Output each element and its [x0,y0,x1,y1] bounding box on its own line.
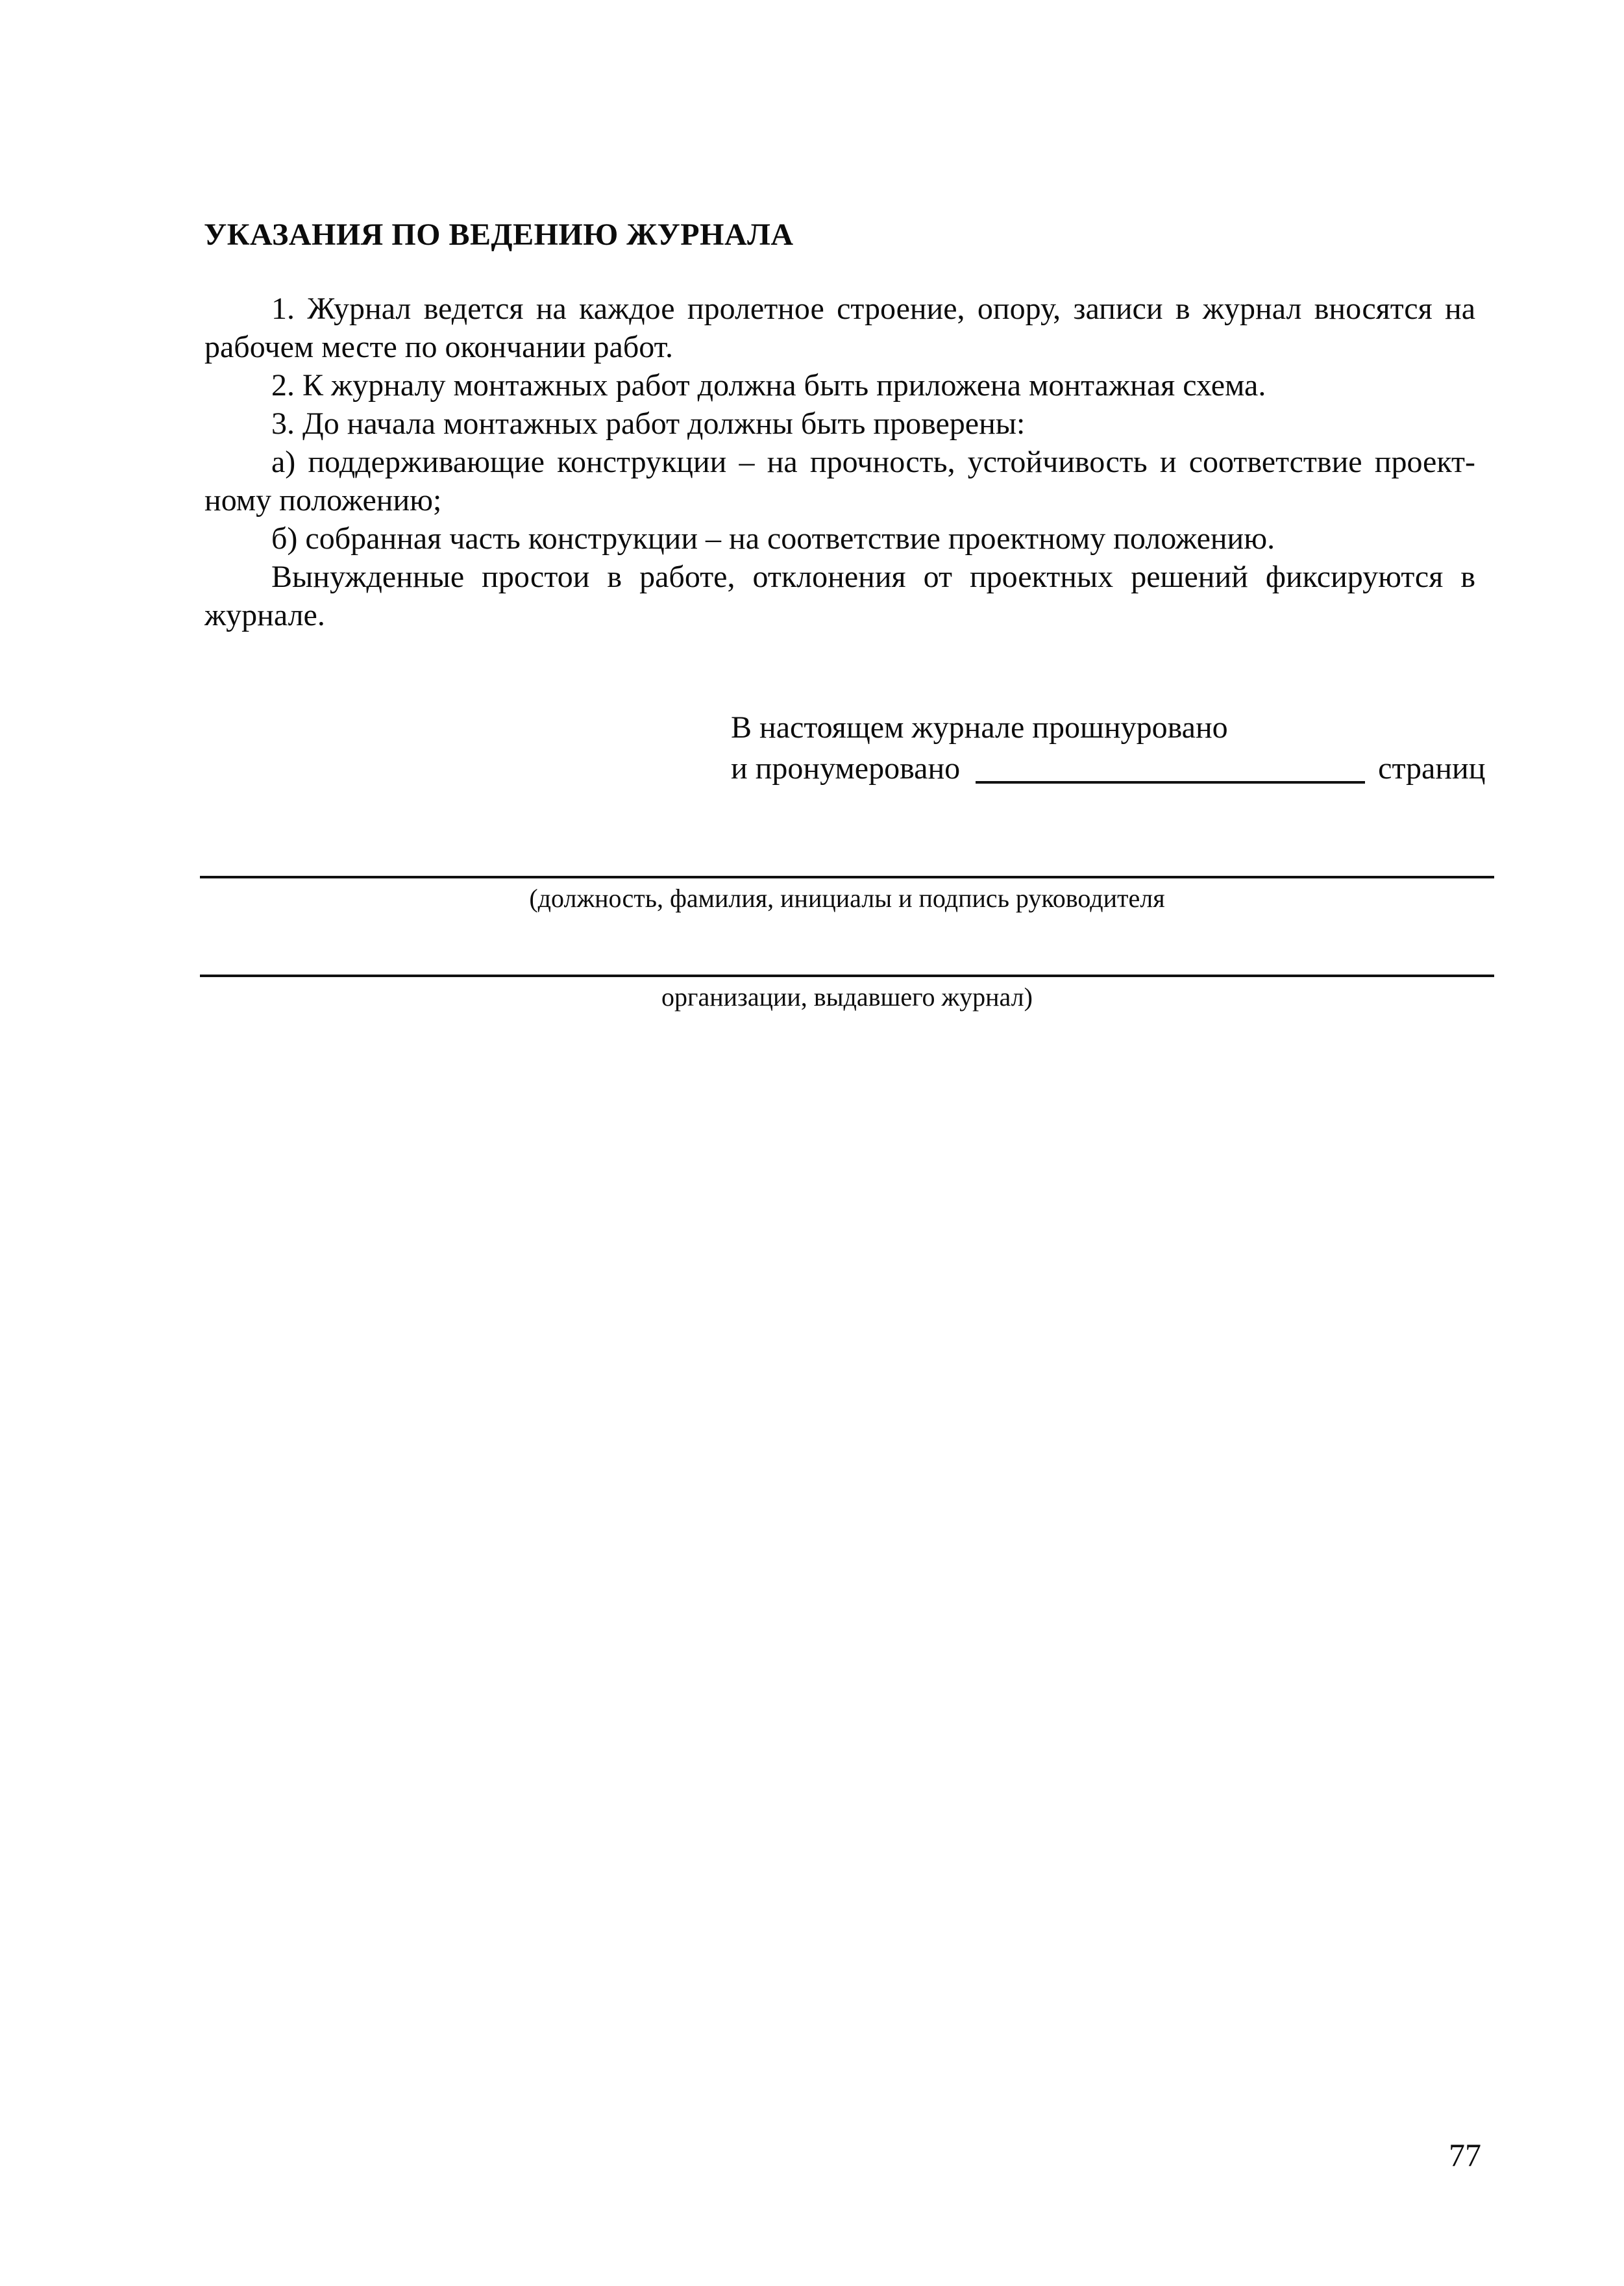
instructions-text [204,290,1475,634]
certification-line2-suffix: страниц [1378,751,1486,786]
instruction-line: ному положению; [204,483,442,517]
page-number: 77 [1449,2137,1481,2173]
certification-line2 [731,749,1485,788]
pages-count-blank-field [976,752,1365,784]
certification-line2-prefix: и пронумеровано [731,751,961,786]
instruction-line: 3. До начала монтажных работ должны быть проверены: [271,406,1026,441]
certification-block [731,708,1485,788]
signature-blank-field-2 [200,943,1494,977]
page-title: УКАЗАНИЯ ПО ВЕДЕНИЮ ЖУРНАЛА [204,217,794,253]
instruction-line: 2. К журналу монтажных работ должна быть приложена монтажная схема. [271,368,1266,403]
signature-blank-field-1 [200,845,1494,878]
instruction-line: 1. Журнал ведется на каждое пролетное строение, опору, записи в журнал вносятся на [271,292,1475,326]
instruction-line: Вынужденные простои в работе, отклонения от проектных решений фиксируются в [271,560,1475,594]
instruction-line: рабочем месте по окончании работ. [204,330,673,364]
signature-caption-2: организации, выдавшего журнал) [661,982,1033,1012]
instruction-line: а) поддерживающие конструкции – на прочность, устойчивость и соответствие проект- [271,445,1475,479]
instruction-line: б) собранная часть конструкции – на соответствие проектному положению. [271,521,1275,556]
certification-line1: В настоящем журнале прошнуровано [731,710,1228,745]
instruction-line: журнале. [204,598,325,632]
signature-caption-1: (должность, фамилия, инициалы и подпись руководителя [529,884,1165,913]
